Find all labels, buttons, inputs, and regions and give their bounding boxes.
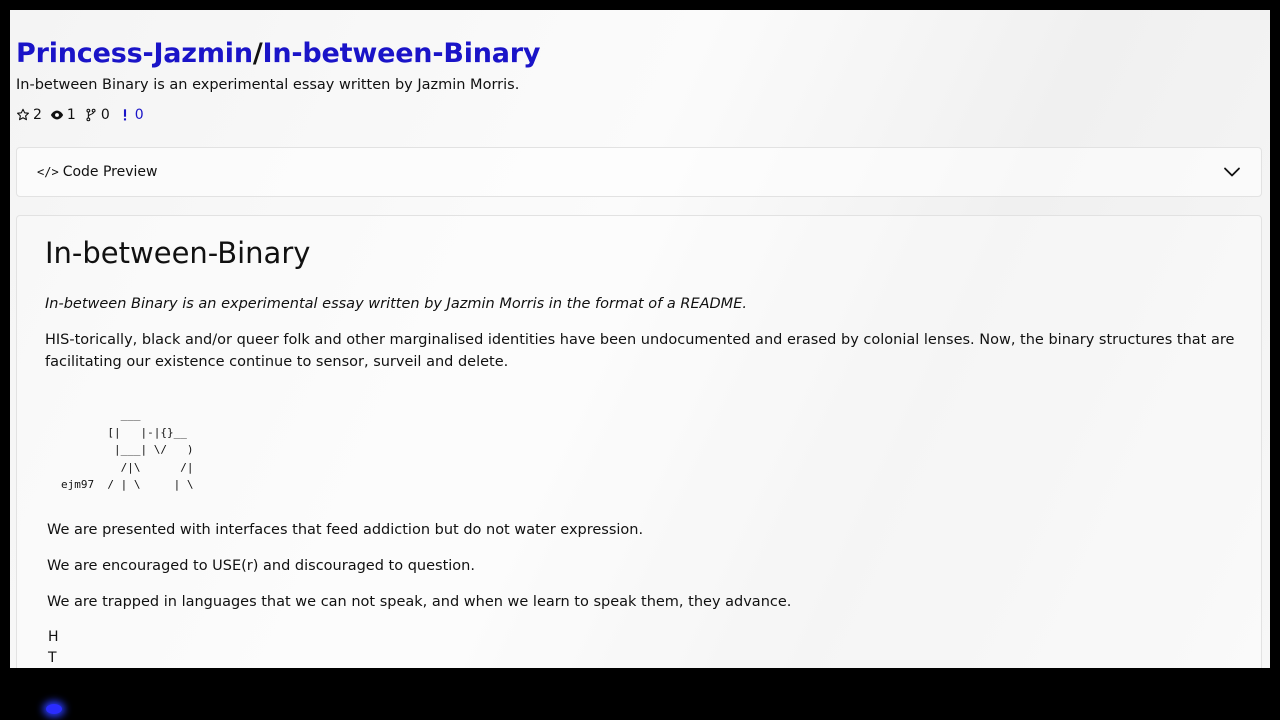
power-led	[46, 704, 62, 714]
readme-paragraph: HIS-torically, black and/or queer folk and other marginalised identities have been undocumented and erased by colonial lenses. Now, the binary structures that are facilitating our existence continue to sensor, surveil and delete.	[45, 332, 1235, 370]
forks-stat[interactable]	[84, 107, 110, 123]
watchers-stat[interactable]	[50, 107, 76, 123]
stars-stat[interactable]	[16, 107, 42, 123]
readme-intro: In-between Binary is an experimental essay written by Jazmin Morris in the format of a README.	[45, 296, 747, 312]
code-preview-label: Code Preview	[62, 164, 158, 180]
forks-count: 0	[100, 107, 110, 123]
readme-title: In-between-Binary	[45, 236, 311, 270]
browser-viewport	[10, 10, 1270, 668]
readme-paragraph: We are presented with interfaces that feed addiction but do not water expression.	[47, 522, 644, 538]
readme-paragraph: We are trapped in languages that we can not speak, and when we learn to speak them, they advance.	[47, 594, 792, 610]
vertical-letter: H	[48, 629, 59, 645]
watchers-count: 1	[66, 107, 76, 123]
repo-owner-link[interactable]: Princess-Jazmin	[16, 38, 253, 69]
repo-title-separator: /	[252, 38, 263, 69]
issues-stat[interactable]	[118, 107, 144, 123]
code-preview-toggle[interactable]	[16, 147, 1262, 197]
star-icon	[16, 108, 30, 122]
fork-icon	[84, 108, 98, 122]
eye-icon	[50, 108, 64, 122]
repo-name-link[interactable]: In-between-Binary	[262, 38, 541, 69]
chevron-down-icon[interactable]	[1223, 163, 1241, 181]
readme-panel	[16, 215, 1262, 668]
issues-count: 0	[134, 107, 144, 123]
readme-paragraph: We are encouraged to USE(r) and discouraged to question.	[47, 558, 475, 574]
repo-stats	[16, 107, 144, 123]
ascii-art: ___ [| |-|{}__ |___| \/ ) /|\ /| ejm97 / | \ | \	[61, 408, 194, 491]
repo-title	[16, 38, 540, 69]
issue-icon	[118, 108, 132, 122]
stars-count: 2	[33, 107, 42, 123]
code-icon: </>	[37, 165, 59, 179]
vertical-letter: T	[48, 650, 57, 666]
repo-description: In-between Binary is an experimental essay written by Jazmin Morris.	[16, 77, 520, 93]
